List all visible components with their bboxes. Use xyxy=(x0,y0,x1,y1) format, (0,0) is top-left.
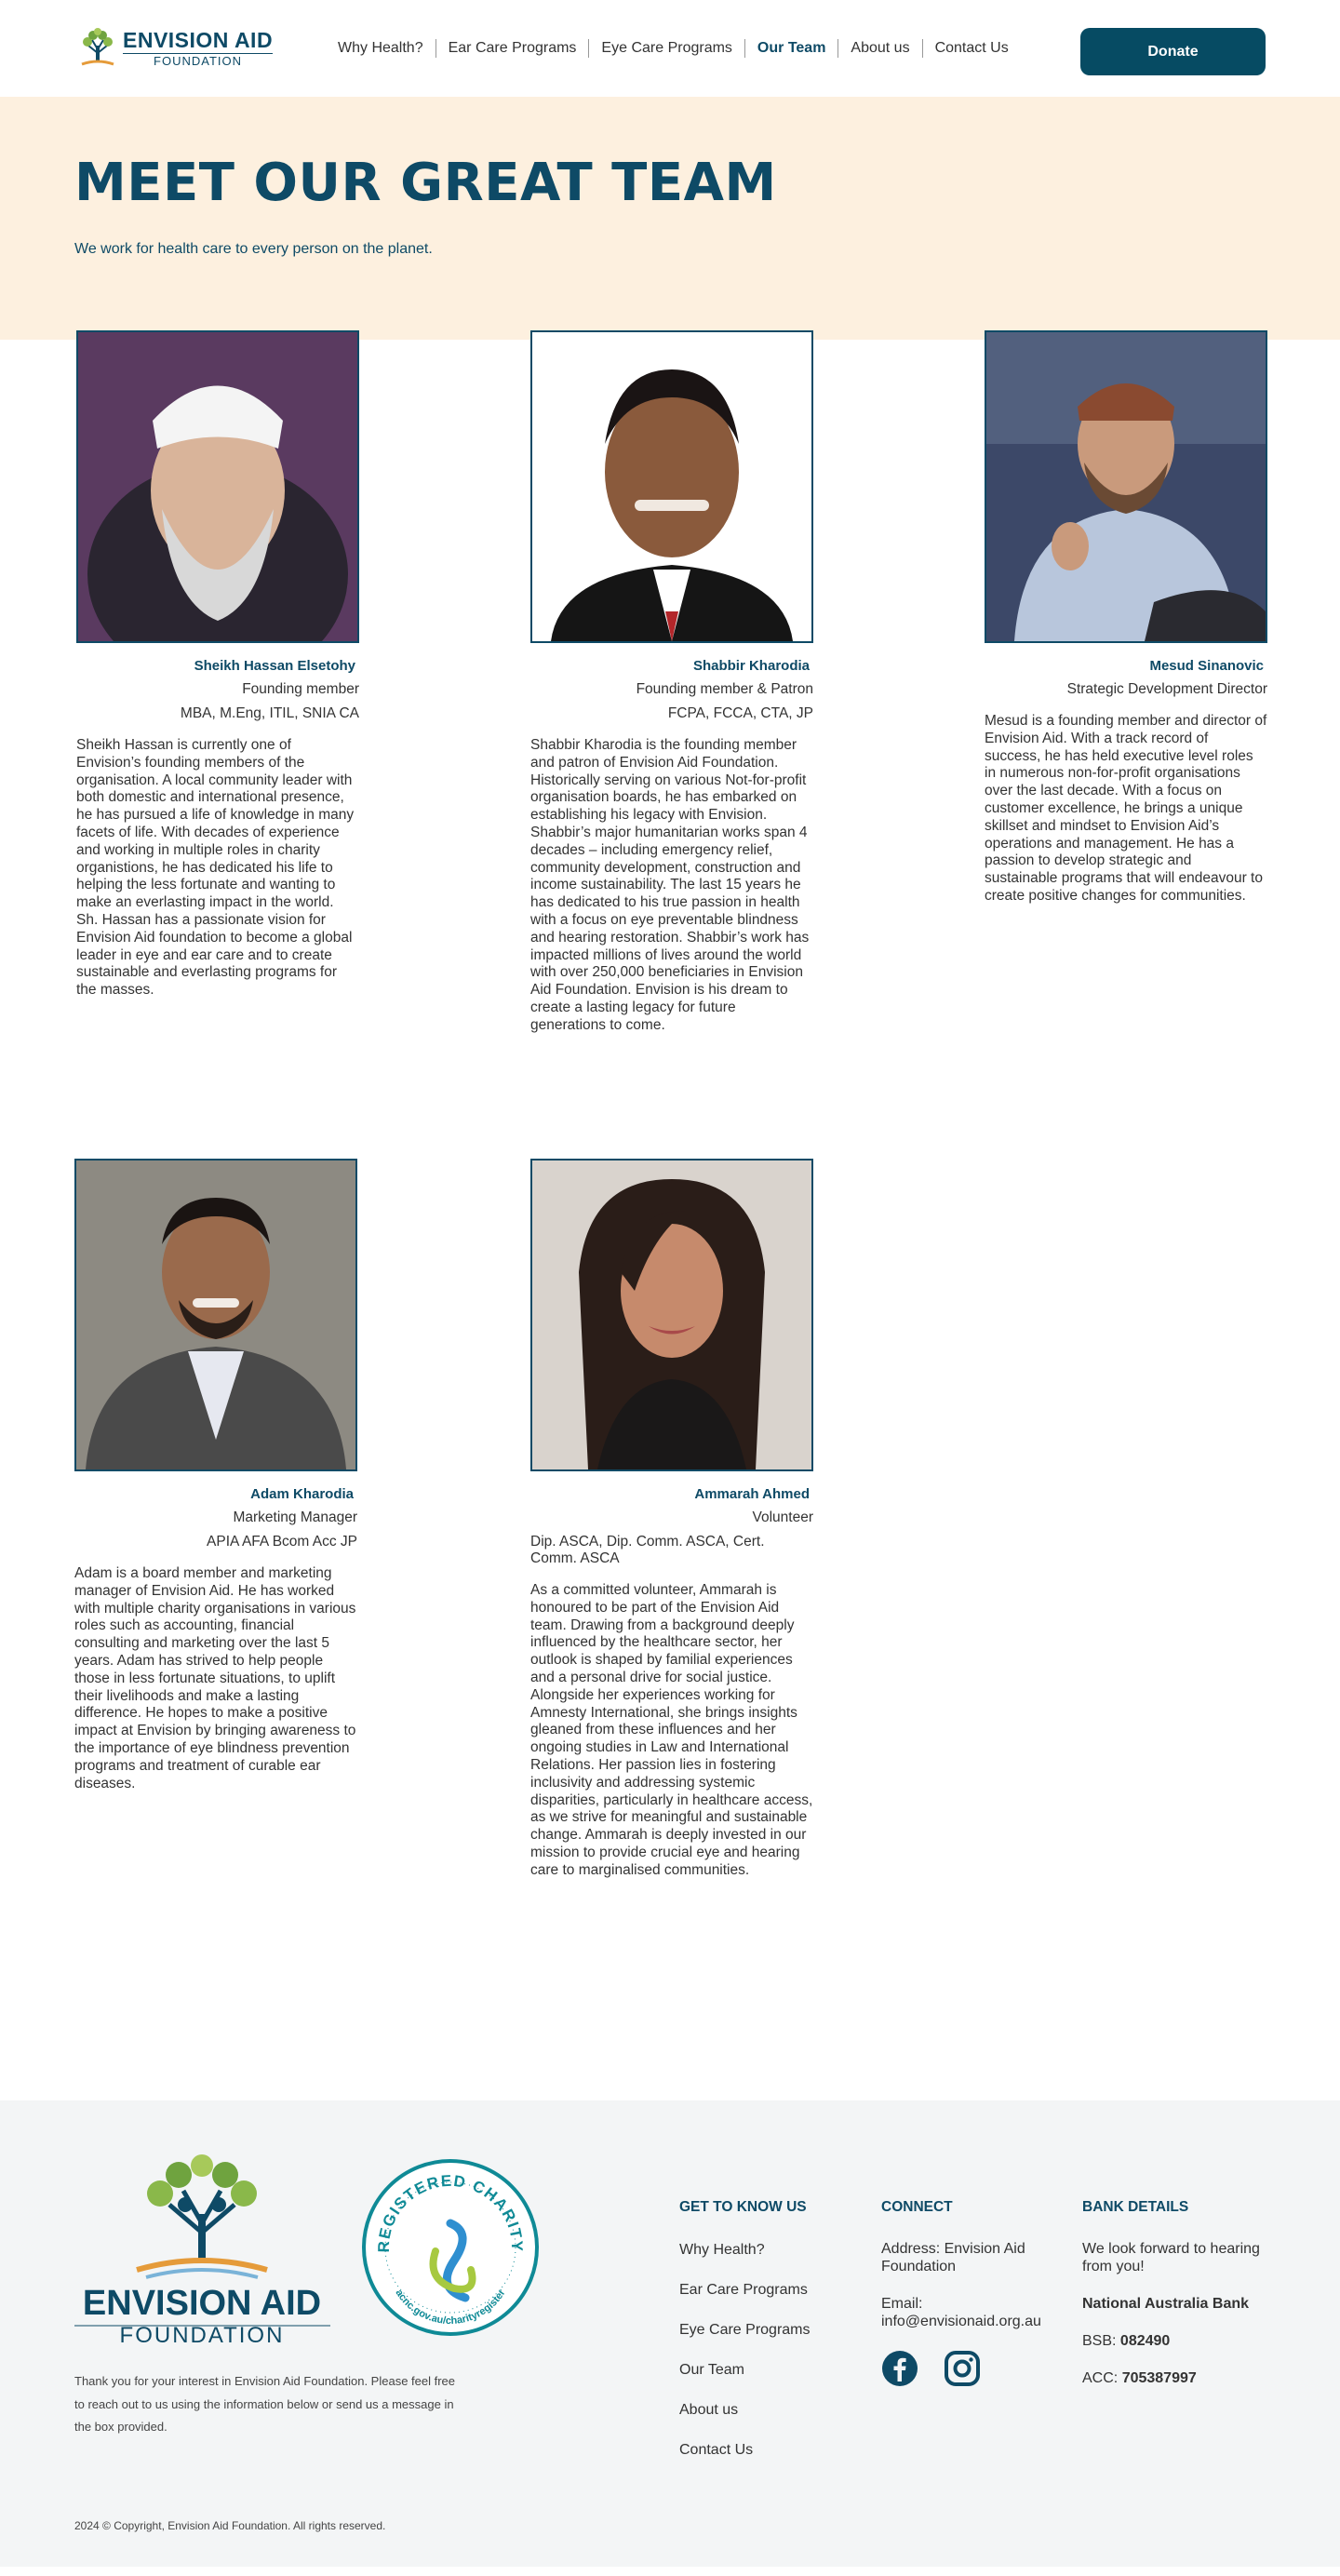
member-bio: Sheikh Hassan is currently one of Envision’s founding members of the organisation. A local community leader with both domestic and international presence, he has pursued a life of knowledge in many facets of life. With decades of experience and working in multiple roles in charity organistions, he has dedicated his life to helping the less fortunate and wanting to make an everlasting impact in the world. Sh. Hassan has a passionate vision for Envision Aid foundation to become a global leader in eye and ear care and to create sustainable and everlasting programs for the masses. xyxy=(76,737,355,999)
footer-bank-intro: We look forward to hearing from you! xyxy=(1082,2241,1260,2274)
member-role: Volunteer xyxy=(752,1509,813,1525)
badge-title: REGISTERED CHARITY xyxy=(374,2171,527,2253)
member-role: Founding member & Patron xyxy=(636,681,813,697)
member-role: Founding member xyxy=(242,681,359,697)
footer-heading: BANK DETAILS xyxy=(1082,2199,1189,2215)
instagram-icon[interactable] xyxy=(944,2350,981,2387)
footer-link-ear-care[interactable]: Ear Care Programs xyxy=(679,2282,808,2298)
social-links xyxy=(881,2350,1067,2387)
donate-button[interactable]: Donate xyxy=(1080,28,1266,75)
hero-banner xyxy=(0,97,1340,340)
nav-about-us[interactable]: About us xyxy=(838,39,922,58)
member-credentials: APIA AFA Bcom Acc JP xyxy=(207,1534,357,1550)
footer-link-eye-care[interactable]: Eye Care Programs xyxy=(679,2322,811,2338)
member-name: Shabbir Kharodia xyxy=(692,658,810,674)
nav-our-team[interactable]: Our Team xyxy=(745,39,839,58)
main-nav xyxy=(326,39,1021,58)
facebook-icon[interactable] xyxy=(881,2350,918,2387)
page-title: MEET OUR GREAT TEAM xyxy=(74,153,777,213)
team-member-card xyxy=(76,330,359,1000)
member-bio: Mesud is a founding member and director of Envision Aid. With a track record of success, he has held executive level roles in numerous non-for-profit organisations over the last decade. With a focus on customer excellence, he brings a unique skillset and mindset to Envision Aid’s operations and management. He has a passion to develop strategic and sustainable programs that will endeavour to create positive changes for communities. xyxy=(985,713,1267,904)
footer-email[interactable]: Email: info@envisionaid.org.au xyxy=(881,2296,1041,2329)
badge-url: acnc.gov.au/charityregister xyxy=(393,2288,508,2328)
nav-contact-us[interactable]: Contact Us xyxy=(934,40,1009,56)
member-bio: Shabbir Kharodia is the founding member and patron of Envision Aid Foundation. Historically serving on various Not-for-profit organisation boards, he has embarked on establishing his legacy with Envision. Shabbir’s major humanitarian works span 4 decades – including emergency relief, community development, construction and income sustainability. The last 15 years he has dedicated to his true passion in health with a focus on eye preventable blindness and hearing restoration. Shabbir’s work has impacted millions of lives around the world with over 250,000 beneficiaries in Envision Aid Foundation. Envision is his dream to create a lasting legacy for future generations to come. xyxy=(530,737,810,1033)
footer-link-contact-us[interactable]: Contact Us xyxy=(679,2442,754,2458)
footer-link-why-health[interactable]: Why Health? xyxy=(679,2242,765,2258)
member-role: Marketing Manager xyxy=(233,1509,357,1525)
team-member-card xyxy=(530,1159,813,1880)
copyright-text: 2024 © Copyright, Envision Aid Foundation. All rights reserved. xyxy=(74,2519,386,2532)
page-subtitle: We work for health care to every person on the planet. xyxy=(74,241,433,257)
brand-name: ENVISION AID xyxy=(123,28,274,52)
footer-logo[interactable] xyxy=(74,2149,330,2349)
site-footer xyxy=(0,2100,1340,2567)
nav-ear-care[interactable]: Ear Care Programs xyxy=(436,39,590,58)
member-credentials: Dip. ASCA, Dip. Comm. ASCA, Cert. Comm. ASCA xyxy=(530,1534,765,1566)
footer-bank-name xyxy=(1082,2295,1268,2313)
member-name: Adam Kharodia xyxy=(250,1486,354,1502)
footer-thanks-text: Thank you for your interest in Envision Aid Foundation. Please feel free to reach out to us using the information below or send us a message in the box provided. xyxy=(74,2374,456,2434)
footer-address: Address: Envision Aid Foundation xyxy=(881,2241,1025,2274)
member-photo xyxy=(76,330,359,643)
team-member-card xyxy=(74,1159,357,1792)
bank-name-value: National Australia Bank xyxy=(1082,2296,1250,2312)
registered-charity-badge[interactable] xyxy=(361,2158,540,2337)
footer-brand-name: ENVISION AID xyxy=(82,2284,322,2323)
acc-label: ACC: xyxy=(1082,2370,1119,2386)
member-role: Strategic Development Director xyxy=(1066,681,1267,697)
member-credentials: FCPA, FCCA, CTA, JP xyxy=(667,705,813,721)
site-logo[interactable] xyxy=(74,25,279,72)
member-credentials: MBA, M.Eng, ITIL, SNIA CA xyxy=(180,705,359,721)
site-header xyxy=(0,0,1340,97)
tree-logo-icon xyxy=(74,2149,330,2344)
footer-bank-column xyxy=(1082,2199,1268,2407)
acc-value: 705387997 xyxy=(1121,2370,1197,2386)
member-bio: Adam is a board member and marketing manager of Envision Aid. He has worked with multiple charity organisations in various roles such as accounting, financial consulting and marketing over the last 5 years. Adam has strived to help people those in less fortunate situations, to uplift their livelihoods and make a lasting difference. He hopes to make a positive impact at Envision by bringing awareness to the importance of eye blindness prevention programs and treatment of curable ear diseases. xyxy=(74,1565,356,1791)
footer-get-to-know-column xyxy=(679,2199,811,2480)
brand-subtitle: FOUNDATION xyxy=(123,53,273,67)
member-name: Ammarah Ahmed xyxy=(694,1486,810,1502)
member-name: Sheikh Hassan Elsetohy xyxy=(194,658,355,674)
tree-logo-icon xyxy=(74,25,121,72)
team-member-card xyxy=(985,330,1267,906)
footer-heading: CONNECT xyxy=(881,2199,953,2215)
footer-link-about-us[interactable]: About us xyxy=(679,2402,739,2418)
footer-acc xyxy=(1082,2369,1268,2387)
team-grid xyxy=(0,330,1340,2100)
footer-link-our-team[interactable]: Our Team xyxy=(679,2362,744,2378)
bsb-label: BSB: xyxy=(1082,2333,1117,2349)
member-photo xyxy=(74,1159,357,1471)
member-photo xyxy=(985,330,1267,643)
member-photo xyxy=(530,330,813,643)
footer-heading: GET TO KNOW US xyxy=(679,2199,807,2215)
nav-why-health[interactable]: Why Health? xyxy=(326,39,436,58)
member-photo xyxy=(530,1159,813,1471)
nav-eye-care[interactable]: Eye Care Programs xyxy=(589,39,745,58)
member-name: Mesud Sinanovic xyxy=(1149,658,1264,674)
member-bio: As a committed volunteer, Ammarah is honoured to be part of the Envision Aid team. Drawing from a background deeply influenced by the healthcare sector, her outlook is shaped by familial experiences and a personal drive for social justice. Alongside her experiences working for Amnesty International, she brings insights gleaned from these influences and her ongoing studies in Law and International Relations. Her passion lies in fostering inclusivity and addressing systemic disparities, particularly in healthcare access, as we strive for meaningful and sustainable change. Ammarah is deeply invested in our mission to provide crucial eye and hearing care to marginalised communities. xyxy=(530,1582,813,1878)
footer-brand-subtitle: FOUNDATION xyxy=(119,2323,285,2344)
bsb-value: 082490 xyxy=(1119,2333,1171,2349)
footer-connect-column xyxy=(881,2199,1067,2387)
team-member-card xyxy=(530,330,813,1035)
footer-bsb xyxy=(1082,2332,1268,2350)
